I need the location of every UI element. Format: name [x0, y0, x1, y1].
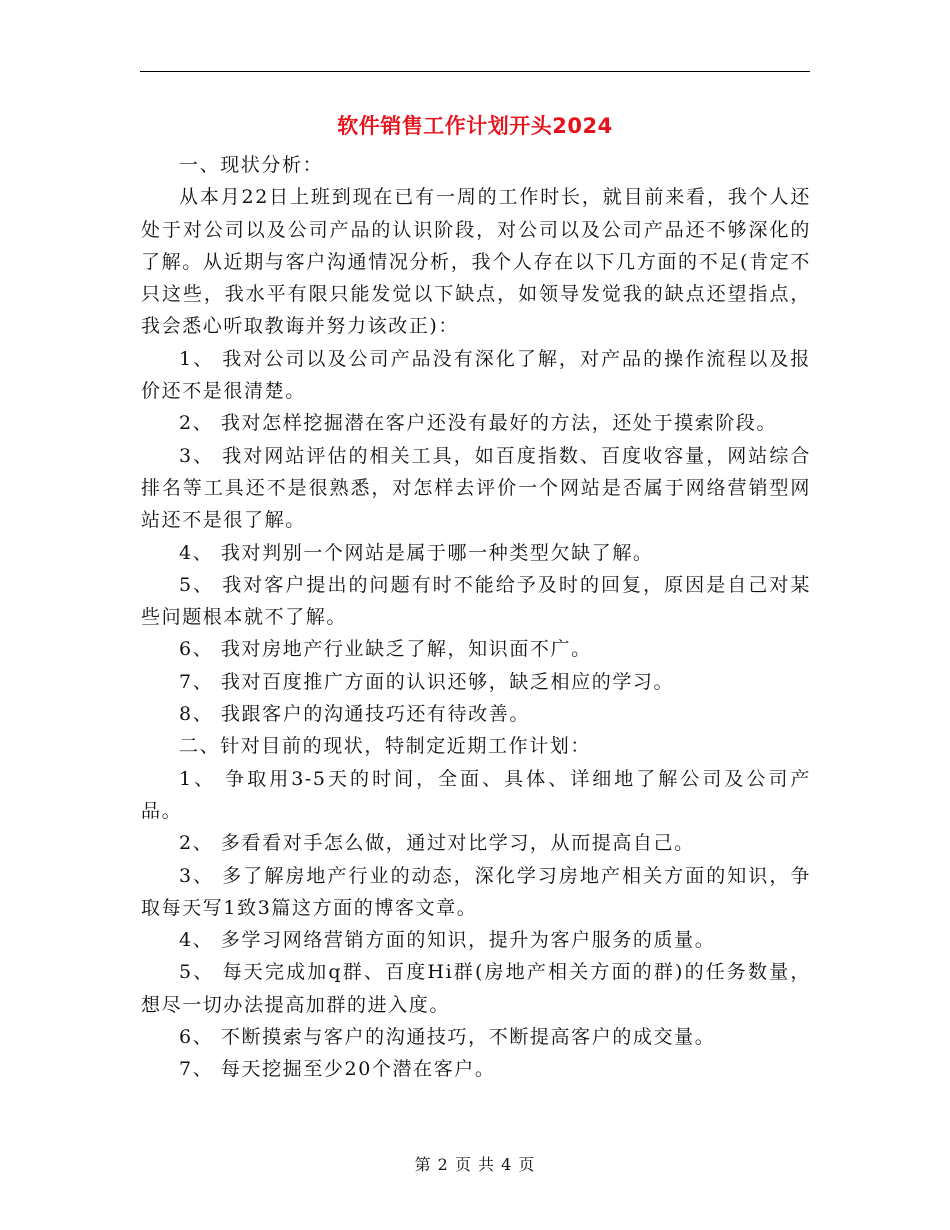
plan-item-3: 3、 多了解房地产行业的动态，深化学习房地产相关方面的知识，争取每天写1致3篇这方面的博客文章。	[141, 864, 811, 919]
plan-item-5: 5、 每天完成加q群、百度Hi群(房地产相关方面的群)的任务数量，想尽一切办法提高加群的进入度。	[141, 961, 811, 1016]
status-item-6: 6、 我对房地产行业缺乏了解，知识面不广。	[179, 638, 592, 661]
section-heading-plan: 二、针对目前的现状，特制定近期工作计划：	[179, 735, 592, 758]
section-heading-status: 一、现状分析：	[179, 154, 324, 176]
status-item-5: 5、 我对客户提出的问题有时不能给予及时的回复，原因是自己对某些问题根本就不了解。	[141, 573, 811, 629]
plan-item-4: 4、 多学习网络营销方面的知识，提升为客户服务的质量。	[179, 929, 716, 952]
plan-item-1: 1、 争取用3-5天的时间，全面、具体、详细地了解公司及公司产品。	[141, 767, 811, 822]
header-rule	[140, 71, 810, 72]
status-item-7: 7、 我对百度推广方面的认识还够，缺乏相应的学习。	[179, 670, 675, 693]
plan-item-7: 7、 每天挖掘至少20个潜在客户。	[179, 1058, 496, 1081]
plan-item-6: 6、 不断摸索与客户的沟通技巧，不断提高客户的成交量。	[179, 1026, 716, 1049]
plan-item-2: 2、 多看看对手怎么做，通过对比学习，从而提高自己。	[179, 832, 695, 855]
document-title: 软件销售工作计划开头2024	[337, 114, 613, 138]
page-number-footer: 第 2 页 共 4 页	[414, 1155, 536, 1174]
document-body	[141, 149, 811, 1086]
status-item-3: 3、 我对网站评估的相关工具，如百度指数、百度收容量，网站综合排名等工具还不是很熟悉，对怎样去评价一个网站是否属于网络营销型网站还不是很了解。	[141, 444, 811, 532]
status-item-4: 4、 我对判别一个网站是属于哪一种类型欠缺了解。	[179, 541, 654, 564]
status-item-2: 2、 我对怎样挖掘潜在客户还没有最好的方法，还处于摸索阶段。	[179, 412, 778, 435]
status-item-1: 1、 我对公司以及公司产品没有深化了解，对产品的操作流程以及报价还不是很清楚。	[141, 347, 811, 403]
status-intro-paragraph: 从本月22日上班到现在已有一周的工作时长，就目前来看，我个人还处于对公司以及公司产品的认识阶段，对公司以及公司产品还不够深化的了解。从近期与客户沟通情况分析，我个人存在以下几方面的不足(肯定不只这些，我水平有限只能发觉以下缺点，如领导发觉我的缺点还望指点，我会悉心听取教诲并努力该改正)：	[141, 186, 811, 338]
status-item-8: 8、 我跟客户的沟通技巧还有待改善。	[179, 703, 530, 726]
